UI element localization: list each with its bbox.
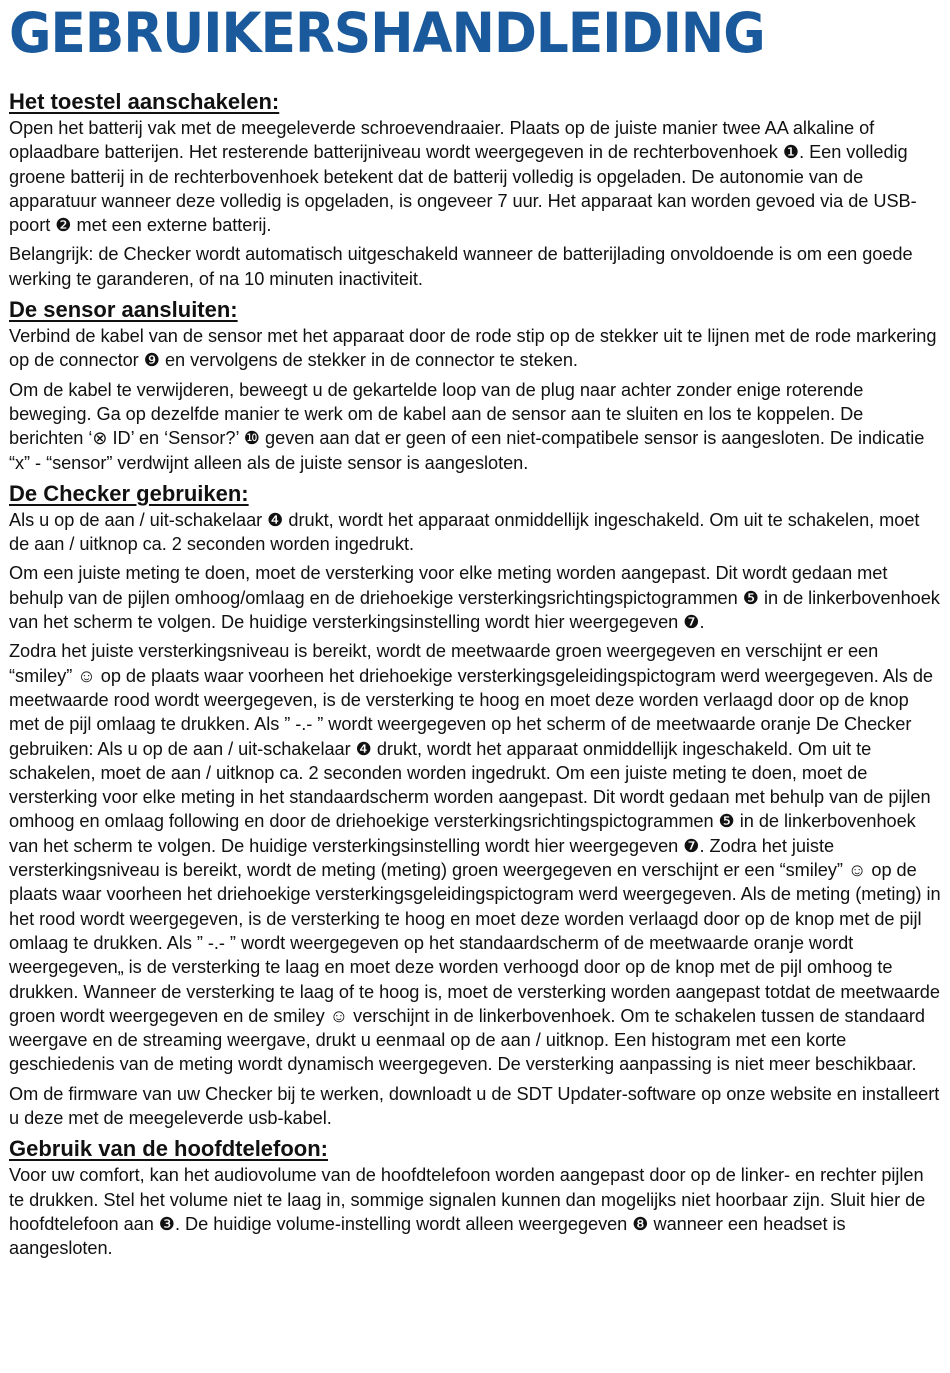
paragraph: Om een juiste meting te doen, moet de versterking voor elke meting worden aangepast. Dit wordt gedaan met behulp van de pijlen omhoog/omlaag en de driehoekige versterkingsrichtingspictogrammen ❺ in de linkerbovenhoek van het scherm te volgen. De huidige versterkingsinstelling wordt hier weergegeven ❼. <box>9 563 940 633</box>
paragraph: Zodra het juiste versterkingsniveau is bereikt, wordt de meetwaarde groen weergegeven en verschijnt er een “smiley” ☺ op de plaats waar voorheen het driehoekige versterkingsgeleidingspictogram werd weergegeven. Als de meetwaarde rood wordt weergegeven, is de versterking te hoog en moet deze worden verlaagd door op de knop met de pijl omlaag te drukken. Als ” -.- ” wordt weergegeven op het scherm of de meetwaarde oranje De Checker gebruiken: Als u op de aan / uit-schakelaar ❹ drukt, wordt het apparaat onmiddellijk ingeschakeld. Om uit te schakelen, moet de aan / uitknop ca. 2 seconden worden ingedrukt. Om een juiste meting te doen, moet de versterking voor elke meting in het standaardscherm worden aangepast. Dit wordt gedaan met behulp van de pijlen omhoog en omlaag following en door de driehoekige versterkingsrichtingspictogrammen ❺ in de linkerbovenhoek van het scherm te volgen. De huidige versterkingsinstelling wordt hier weergegeven ❼. Zodra het juiste versterkingsniveau is bereikt, wordt de meting (meting) groen weergegeven en verschijnt er een “smiley” ☺ op de plaats waar voorheen het driehoekige versterkingsgeleidingspictogram werd weergegeven. Als de meting (meting) in het rood wordt weergegeven, is de versterking te hoog en moet deze worden verlaagd door op de knop met de pijl omlaag te drukken. Als ” -.- ” wordt weergegeven op het standaardscherm of de meetwaarde oranje wordt weergegeven„ is de versterking te laag en moet deze worden verhoogd door op de knop met de pijl omhoog te drukken. Wanneer de versterking te laag of te hoog is, moet de versterking worden aangepast totdat de meetwaarde groen wordt weergegeven en de smiley ☺ verschijnt in de linkerbovenhoek. Om te schakelen tussen de standaard weergave en de streaming weergave, drukt u eenmaal op de aan / uitknop. Een histogram met een korte geschiedenis van de meting wordt dynamisch weergegeven. De versterking aanpassing is niet meer beschikbaar. <box>9 641 941 1075</box>
section-heading: De sensor aansluiten: <box>9 297 238 323</box>
section-connect-sensor <box>9 296 942 475</box>
section-heading: De Checker gebruiken: <box>9 480 249 506</box>
section-power-on <box>9 88 942 291</box>
paragraph: Als u op de aan / uit-schakelaar ❹ drukt, wordt het apparaat onmiddellijk ingeschakeld. Om uit te schakelen, moet de aan / uitknop ca. 2 seconden worden ingedrukt. <box>9 509 920 555</box>
section-use-checker <box>9 480 942 1130</box>
section-heading: Het toestel aanschakelen: <box>9 89 280 114</box>
paragraph: Belangrijk: de Checker wordt automatisch uitgeschakeld wanneer de batterijlading onvoldoende is om een goede werking te garanderen, of na 10 minuten inactiviteit. <box>9 244 913 289</box>
paragraph: Om de firmware van uw Checker bij te werken, downloadt u de SDT Updater-software op onze website en installeert u deze met de meegeleverde usb-kabel. <box>9 1083 940 1128</box>
paragraph: Open het batterij vak met de meegeleverde schroevendraaier. Plaats op de juiste manier twee AA alkaline of oplaadbare batterijen. Het resterende batterijniveau wordt weergegeven in de rechterbovenhoek ❶. Een volledig groene batterij in de rechterbovenhoek betekent dat de batterij volledig is opgeladen. De autonomie van de apparatuur wanneer deze volledig is opgeladen, is ongeveer 7 uur. Het apparaat kan worden gevoed via de USB-poort ❷ met een externe batterij. <box>9 118 917 236</box>
section-heading: Gebruik van de hoofdtelefoon: <box>9 1136 329 1162</box>
paragraph: Verbind de kabel van de sensor met het apparaat door de rode stip op de stekker uit te lijnen met de rode markering op de connector ❾ en vervolgens de stekker in de connector te steken. <box>9 326 937 371</box>
document-title: GEBRUIKERSHANDLEIDING <box>9 1 765 65</box>
paragraph: Voor uw comfort, kan het audiovolume van de hoofdtelefoon worden aangepast door op de linker- en rechter pijlen te drukken. Stel het volume niet te laag in, sommige signalen kunnen dan mogelijks niet hoorbaar zijn. Sluit hier de hoofdtelefoon aan ❸. De huidige volume-instelling wordt alleen weergegeven ❽ wanneer een headset is aangesloten. <box>9 1165 926 1259</box>
section-headphones <box>9 1135 942 1260</box>
paragraph: Om de kabel te verwijderen, beweegt u de gekartelde loop van de plug naar achter zonder enige roterende beweging. Ga op dezelfde manier te werk om de kabel aan de sensor aan te sluiten en los te koppelen. De berichten ‘⊗ ID’ en ‘Sensor?’ ❿ geven aan dat er geen of een niet-compatibele sensor is aangesloten. De indicatie “x” - “sensor” verdwijnt alleen als de juiste sensor is aangesloten. <box>9 379 925 473</box>
